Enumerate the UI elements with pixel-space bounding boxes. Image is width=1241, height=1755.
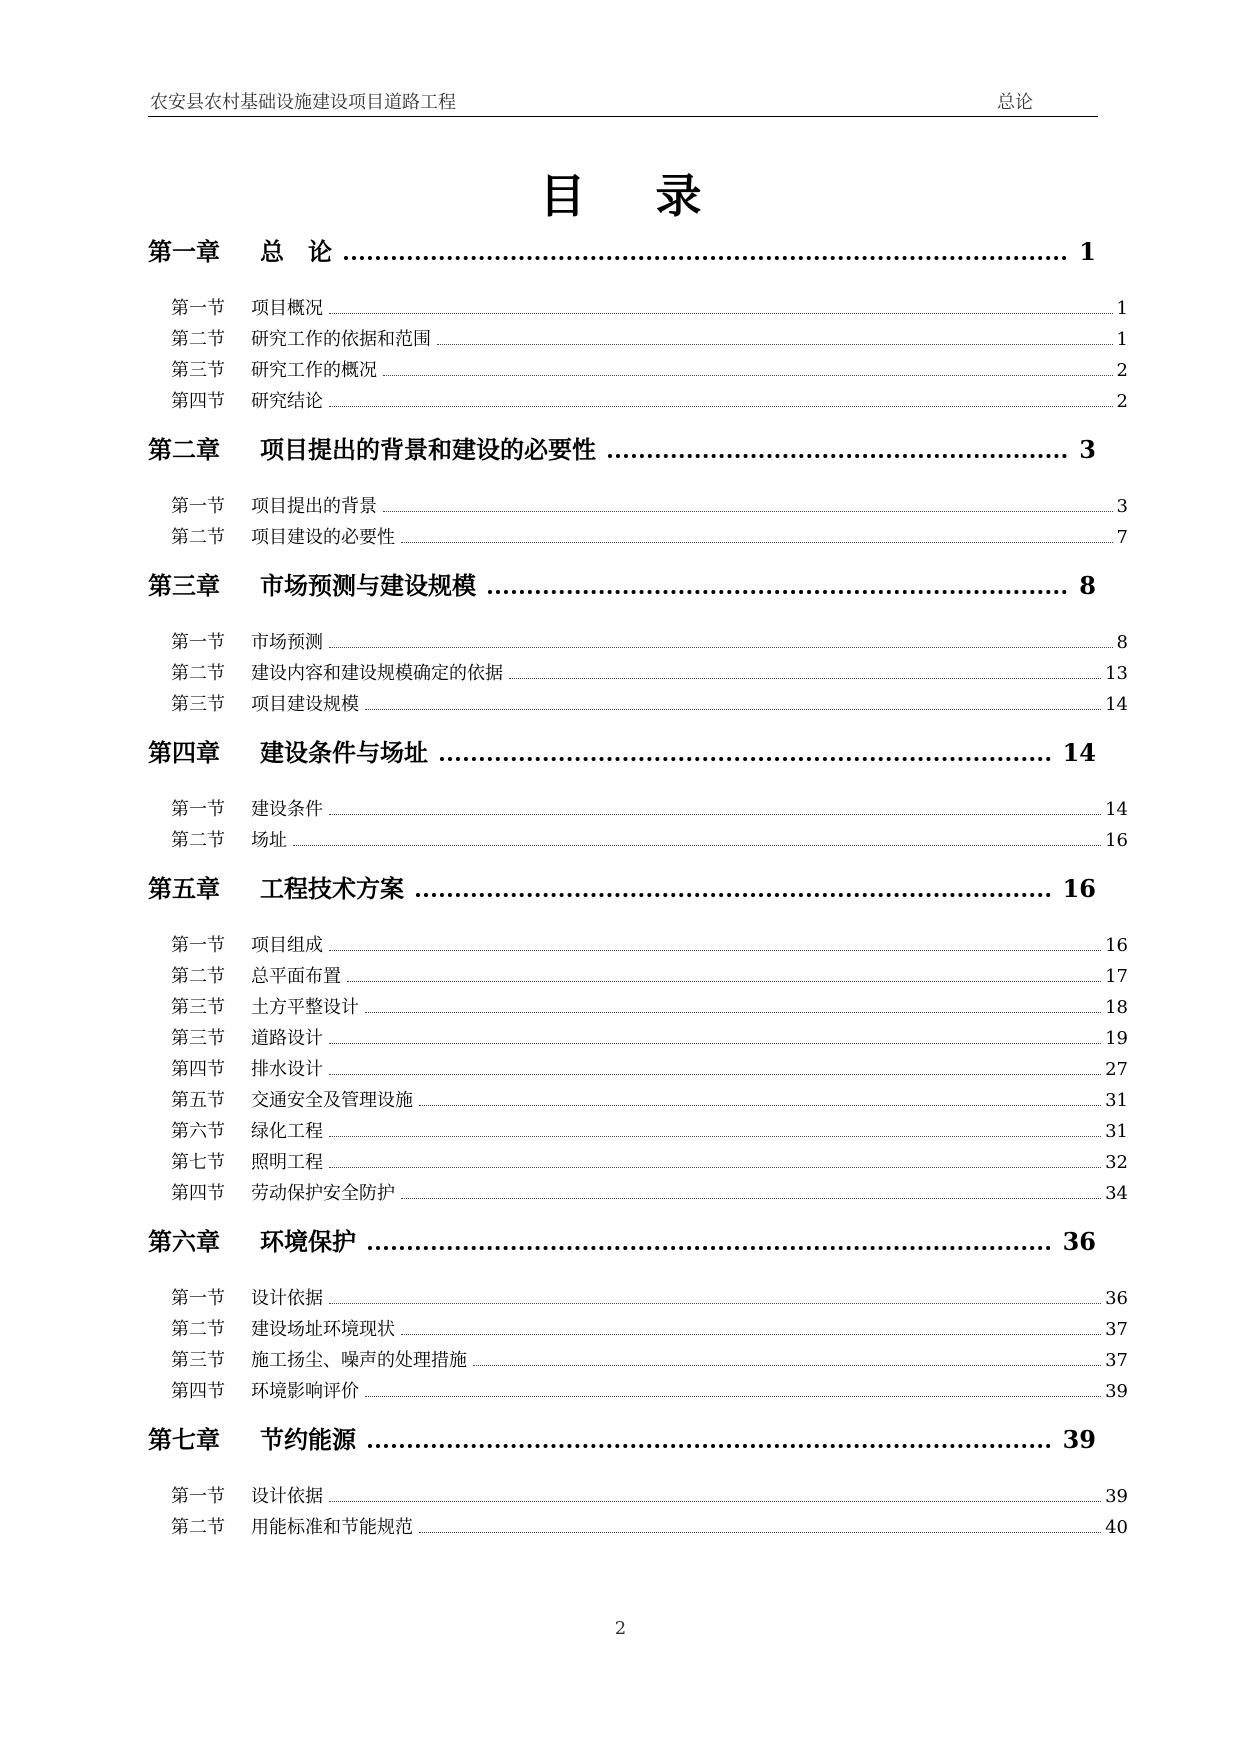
header-section-name: 总论	[997, 92, 1033, 113]
toc-section-list	[148, 795, 1128, 857]
section-page-number: 37	[1105, 1319, 1128, 1340]
section-page-number: 19	[1105, 1028, 1128, 1049]
toc-section-entry[interactable]	[171, 690, 1128, 721]
section-title: 照明工程	[251, 1152, 323, 1173]
section-title: 道路设计	[251, 1028, 323, 1049]
toc-section-entry[interactable]	[171, 795, 1128, 826]
toc-chapter-entry[interactable]	[148, 232, 1096, 264]
chapter-number: 第一章	[148, 237, 220, 266]
toc-section-entry[interactable]	[171, 1117, 1128, 1148]
section-number: 第二节	[171, 830, 225, 851]
toc-chapter-entry[interactable]	[148, 869, 1096, 901]
section-title: 建设场址环境现状	[251, 1319, 395, 1340]
section-number: 第一节	[171, 935, 225, 956]
dot-leader	[329, 1062, 1101, 1075]
section-title: 设计依据	[251, 1486, 323, 1507]
section-page-number: 14	[1105, 694, 1128, 715]
section-page-number: 39	[1105, 1381, 1128, 1402]
dot-leader	[509, 666, 1101, 679]
section-page-number: 16	[1105, 830, 1128, 851]
section-number: 第三节	[171, 694, 225, 715]
section-page-number: 7	[1116, 527, 1128, 548]
section-page-number: 2	[1116, 360, 1128, 381]
toc-section-entry[interactable]	[171, 1377, 1128, 1408]
dot-leader	[401, 530, 1113, 543]
section-page-number: 39	[1105, 1486, 1128, 1507]
section-title: 项目概况	[251, 298, 323, 319]
section-title: 用能标准和节能规范	[251, 1517, 413, 1538]
section-title: 绿化工程	[251, 1121, 323, 1142]
chapter-number: 第六章	[148, 1227, 220, 1256]
section-title: 劳动保护安全防护	[251, 1183, 395, 1204]
toc-chapter-entry[interactable]	[148, 733, 1096, 765]
page-number: 2	[614, 1618, 627, 1639]
section-number: 第六节	[171, 1121, 225, 1142]
dot-leader	[347, 969, 1101, 982]
dot-leader	[401, 1322, 1101, 1335]
section-page-number: 3	[1116, 496, 1128, 517]
section-title: 环境影响评价	[251, 1381, 359, 1402]
section-title: 研究工作的依据和范围	[251, 329, 431, 350]
section-number: 第二节	[171, 1319, 225, 1340]
toc-section-entry[interactable]	[171, 826, 1128, 857]
section-page-number: 14	[1105, 799, 1128, 820]
chapter-title: 建设条件与场址	[260, 738, 428, 767]
toc-section-entry[interactable]	[171, 1482, 1128, 1513]
toc-section-list	[148, 628, 1128, 721]
section-title: 排水设计	[251, 1059, 323, 1080]
toc-section-entry[interactable]	[171, 659, 1128, 690]
dot-leader	[329, 1489, 1101, 1502]
section-number: 第四节	[171, 391, 225, 412]
section-number: 第一节	[171, 496, 225, 517]
dot-leader	[401, 1186, 1101, 1199]
dot-leader	[329, 802, 1101, 815]
toc-section-entry[interactable]	[171, 523, 1128, 554]
section-title: 研究结论	[251, 391, 323, 412]
chapter-page-number: 36	[1062, 1227, 1096, 1256]
header-document-title: 农安县农村基础设施建设项目道路工程	[150, 92, 456, 113]
toc-section-entry[interactable]	[171, 1055, 1128, 1086]
dot-leader	[365, 1384, 1101, 1397]
toc-section-list	[148, 931, 1128, 1210]
section-page-number: 17	[1105, 966, 1128, 987]
toc-section-entry[interactable]	[171, 993, 1128, 1024]
section-number: 第四节	[171, 1059, 225, 1080]
section-title: 建设内容和建设规模确定的依据	[251, 663, 503, 684]
toc-section-entry[interactable]	[171, 1148, 1128, 1179]
toc-section-entry[interactable]	[171, 1346, 1128, 1377]
chapter-title: 节约能源	[260, 1425, 356, 1454]
section-number: 第三节	[171, 360, 225, 381]
chapter-number: 第二章	[148, 435, 220, 464]
section-page-number: 2	[1116, 391, 1128, 412]
section-title: 交通安全及管理设施	[251, 1090, 413, 1111]
dot-leader	[293, 833, 1101, 846]
section-page-number: 13	[1105, 663, 1128, 684]
chapter-page-number: 3	[1079, 435, 1096, 464]
toc-section-list	[148, 294, 1128, 418]
chapter-number: 第三章	[148, 571, 220, 600]
dot-leader	[365, 697, 1101, 710]
section-number: 第一节	[171, 799, 225, 820]
section-title: 土方平整设计	[251, 997, 359, 1018]
chapter-page-number: 16	[1062, 874, 1096, 903]
toc-section-entry[interactable]	[171, 325, 1128, 356]
section-page-number: 18	[1105, 997, 1128, 1018]
toc-section-entry[interactable]	[171, 1086, 1128, 1117]
section-number: 第四节	[171, 1183, 225, 1204]
toc-section-entry[interactable]	[171, 1284, 1128, 1315]
dot-leader	[419, 1093, 1101, 1106]
section-title: 项目建设的必要性	[251, 527, 395, 548]
dot-leader	[329, 394, 1113, 407]
section-number: 第一节	[171, 632, 225, 653]
dot-leader	[329, 1155, 1101, 1168]
section-number: 第二节	[171, 1517, 225, 1538]
dot-leader	[329, 635, 1113, 648]
dot-leader	[440, 743, 1051, 761]
page-header	[148, 86, 1098, 117]
section-number: 第二节	[171, 966, 225, 987]
section-page-number: 37	[1105, 1350, 1128, 1371]
dot-leader	[329, 938, 1101, 951]
section-title: 设计依据	[251, 1288, 323, 1309]
toc-section-entry[interactable]	[171, 492, 1128, 523]
chapter-number: 第四章	[148, 738, 220, 767]
section-page-number: 1	[1116, 298, 1128, 319]
toc-section-entry[interactable]	[171, 962, 1128, 993]
toc-chapter-entry[interactable]	[148, 566, 1096, 598]
section-page-number: 34	[1105, 1183, 1128, 1204]
section-page-number: 8	[1116, 632, 1128, 653]
dot-leader	[437, 332, 1113, 345]
dot-leader	[329, 1124, 1101, 1137]
toc-section-list	[148, 492, 1128, 554]
section-number: 第一节	[171, 1288, 225, 1309]
section-number: 第三节	[171, 1028, 225, 1049]
section-title: 项目提出的背景	[251, 496, 377, 517]
toc-chapter-entry[interactable]	[148, 430, 1096, 462]
chapter-title: 工程技术方案	[260, 874, 404, 903]
toc-section-entry[interactable]	[171, 356, 1128, 387]
chapter-page-number: 8	[1079, 571, 1096, 600]
toc-section-list	[148, 1284, 1128, 1408]
dot-leader	[419, 1520, 1101, 1533]
dot-leader	[344, 242, 1067, 260]
section-number: 第五节	[171, 1090, 225, 1111]
chapter-page-number: 39	[1062, 1425, 1096, 1454]
section-number: 第二节	[171, 663, 225, 684]
section-number: 第一节	[171, 298, 225, 319]
chapter-page-number: 1	[1079, 237, 1096, 266]
toc-section-entry[interactable]	[171, 1024, 1128, 1055]
dot-leader	[368, 1430, 1051, 1448]
section-page-number: 1	[1116, 329, 1128, 350]
dot-leader	[383, 499, 1113, 512]
section-number: 第三节	[171, 1350, 225, 1371]
toc-section-list	[148, 1482, 1128, 1544]
toc-title: 目录	[539, 169, 772, 223]
section-number: 第七节	[171, 1152, 225, 1173]
section-number: 第二节	[171, 329, 225, 350]
chapter-page-number: 14	[1062, 738, 1096, 767]
dot-leader	[365, 1000, 1101, 1013]
dot-leader	[608, 440, 1067, 458]
section-title: 总平面布置	[251, 966, 341, 987]
section-page-number: 31	[1105, 1090, 1128, 1111]
toc-chapter-entry[interactable]	[148, 1222, 1096, 1254]
section-page-number: 31	[1105, 1121, 1128, 1142]
chapter-title: 总 论	[260, 237, 332, 266]
toc-section-entry[interactable]	[171, 1179, 1128, 1210]
toc-section-entry[interactable]	[171, 628, 1128, 659]
dot-leader	[416, 879, 1051, 897]
section-title: 施工扬尘、噪声的处理措施	[251, 1350, 467, 1371]
dot-leader	[329, 301, 1113, 314]
toc-section-entry[interactable]	[171, 931, 1128, 962]
section-title: 建设条件	[251, 799, 323, 820]
section-title: 场址	[251, 830, 287, 851]
section-number: 第二节	[171, 527, 225, 548]
dot-leader	[329, 1031, 1101, 1044]
dot-leader	[368, 1232, 1051, 1250]
chapter-title: 项目提出的背景和建设的必要性	[260, 435, 596, 464]
toc-chapter-entry[interactable]	[148, 1420, 1096, 1452]
dot-leader	[383, 363, 1113, 376]
section-page-number: 16	[1105, 935, 1128, 956]
section-number: 第一节	[171, 1486, 225, 1507]
section-number: 第三节	[171, 997, 225, 1018]
dot-leader	[488, 576, 1067, 594]
section-number: 第四节	[171, 1381, 225, 1402]
section-page-number: 36	[1105, 1288, 1128, 1309]
chapter-number: 第五章	[148, 874, 220, 903]
toc-section-entry[interactable]	[171, 1513, 1128, 1544]
section-title: 项目建设规模	[251, 694, 359, 715]
section-title: 市场预测	[251, 632, 323, 653]
section-page-number: 32	[1105, 1152, 1128, 1173]
dot-leader	[473, 1353, 1101, 1366]
toc-section-entry[interactable]	[171, 1315, 1128, 1346]
chapter-title: 环境保护	[260, 1227, 356, 1256]
dot-leader	[329, 1291, 1101, 1304]
section-page-number: 27	[1105, 1059, 1128, 1080]
toc-section-entry[interactable]	[171, 387, 1128, 418]
chapter-number: 第七章	[148, 1425, 220, 1454]
toc-section-entry[interactable]	[171, 294, 1128, 325]
section-page-number: 40	[1105, 1517, 1128, 1538]
chapter-title: 市场预测与建设规模	[260, 571, 476, 600]
section-title: 项目组成	[251, 935, 323, 956]
table-of-contents	[148, 226, 1128, 1556]
section-title: 研究工作的概况	[251, 360, 377, 381]
